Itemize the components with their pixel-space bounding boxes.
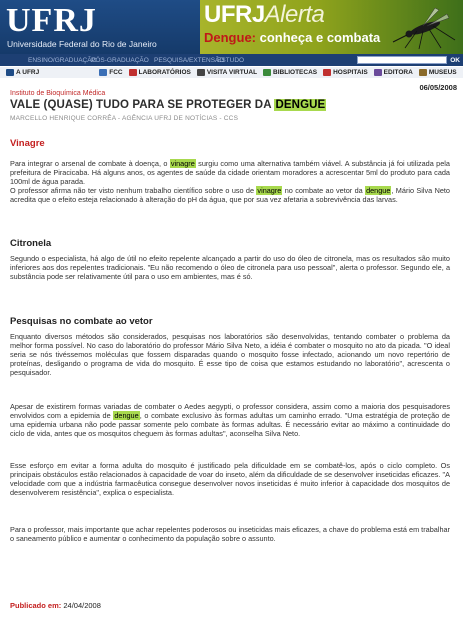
promo-title-alerta: Alerta — [264, 1, 325, 28]
link-laboratorios[interactable] — [129, 69, 191, 76]
ufrj-brand[interactable] — [0, 0, 200, 54]
link-label: LABORATÓRIOS — [138, 69, 191, 76]
link-label: EDITORA — [383, 69, 413, 76]
published-date: 24/04/2008 — [63, 601, 101, 610]
text-run: no combate ao vetor da — [284, 186, 363, 195]
published-label: Publicado em: — [10, 601, 62, 610]
alerta-promo-banner[interactable] — [200, 0, 463, 54]
keyword-highlight: dengue — [114, 411, 139, 420]
camera-icon — [197, 69, 205, 76]
museum-icon — [419, 69, 427, 76]
paragraph-citronela: Segundo o especialista, há algo de útil no efeito repelente alcançado a partir do uso do óleo de citronela, mas os resultados são muito inferiores aos dos repelentes tradicionais. "Eu não recomendo o óleo de citronela para uso pessoal", alerta o professor. Segundo ele, a substância pode ser relativamente útil para o uso em ambientes, mas é só. — [10, 254, 450, 281]
site-banner — [0, 0, 463, 54]
section-title-vinagre: Vinagre — [10, 138, 45, 149]
headline-text: VALE (QUASE) TUDO PARA SE PROTEGER DA — [10, 99, 272, 111]
text-run: Para integrar o arsenal de combate à doença, o — [10, 159, 168, 168]
home-icon — [6, 69, 14, 76]
link-hospitais[interactable] — [323, 69, 368, 76]
keyword-highlight: dengue — [366, 186, 391, 195]
link-label: BIBLIOTECAS — [273, 69, 318, 76]
nav-item-estudo[interactable]: ESTUDO — [217, 56, 245, 64]
search-ok-button[interactable]: OK — [450, 56, 460, 64]
link-editora[interactable] — [374, 69, 413, 76]
published-info — [10, 601, 101, 610]
keyword-highlight: vinagre — [257, 186, 282, 195]
paragraph-formas-adultas — [10, 402, 450, 438]
headline-highlight: DENGUE — [275, 99, 326, 111]
link-label: A UFRJ — [16, 69, 40, 76]
paragraph-pesquisas: Enquanto diversos métodos são considerados, pesquisas nos laboratórios são desenvolvidas, tentando combater o problema da melhor forma possível. No caso do laboratório do professor Mário Silva Neto, a idéia é combater o mosquito no ato da picada. "O ideal seria se nós tivéssemos moléculas que fossem disparadas quando o mosquito fosse infectado, acionando um novo repertório de proteínas, desligando o programa de vida do mosquito. É esse tipo de coisa que estamos estudando no laboratório", acrescenta o pesquisador. — [10, 332, 450, 377]
ufrj-logo[interactable]: UFRJ — [6, 2, 97, 39]
link-a-ufrj[interactable] — [6, 69, 39, 76]
promo-tag-dengue: Dengue: — [204, 30, 256, 45]
nav-item-graduacao[interactable]: ENSINO/GRADUAÇÃO — [28, 56, 97, 64]
text-run: Apesar de existirem formas variadas de combater o Aedes aegypti, o professor considera, assim como a maioria dos pesquisadores envolvidos com a epidemia de — [10, 402, 450, 420]
promo-title — [204, 1, 324, 29]
text-run: surgiu como uma alternativa também viável. A substância já foi utilizada pela prefeitura de Piracicaba. Há alguns anos, os agentes de saúde da cidade orientam moradores a acrescentar 5ml do produto para cada 100ml de água parada. — [10, 159, 450, 186]
main-nav — [0, 54, 463, 66]
article-headline — [10, 99, 450, 111]
section-title-citronela: Citronela — [10, 238, 52, 249]
article-date: 06/05/2008 — [419, 83, 457, 92]
text-run: , o combate exclusivo às formas adultas um caminho errado. "Uma estratégia de proteção de uma epidemia urbana não pode passar somente pelo combate às formas adultas. É necessário evitar ao máximo a continuidade do ciclo de vida, antes que os mosquitos cheguem às formas adultas", aconselha Silva Neto. — [10, 411, 450, 438]
paragraph-vinagre — [10, 159, 450, 204]
link-label: FCC — [109, 69, 123, 76]
university-name: Universidade Federal do Rio de Janeiro — [7, 39, 157, 49]
search-input[interactable] — [357, 56, 447, 64]
promo-title-ufrj: UFRJ — [204, 1, 265, 28]
nav-item-pesquisa[interactable]: PESQUISA/EXTENSÃO — [154, 56, 225, 64]
link-label: VISITA VIRTUAL — [206, 69, 258, 76]
link-bibliotecas[interactable] — [263, 69, 317, 76]
editora-icon — [374, 69, 382, 76]
text-run: O professor afirma não ter visto nenhum trabalho científico sobre o uso de — [10, 186, 255, 195]
link-visita-virtual[interactable] — [197, 69, 257, 76]
books-icon — [263, 69, 271, 76]
mosquito-icon — [387, 4, 457, 50]
link-label: MUSEUS — [428, 69, 457, 76]
hospital-icon — [323, 69, 331, 76]
promo-tag-text: conheça e combata — [259, 30, 381, 45]
paragraph-conclusao: Para o professor, mais importante que achar repelentes poderosos ou inseticidas mais eficazes, a chave do problema está em trabalhar o saneamento público e aumentar o conhecimento da população sobre o assunto. — [10, 525, 450, 543]
article-kicker[interactable]: Instituto de Bioquímica Médica — [10, 90, 106, 97]
link-label: HOSPITAIS — [333, 69, 368, 76]
link-museus[interactable] — [419, 69, 457, 76]
section-title-pesquisas: Pesquisas no combate ao vetor — [10, 316, 153, 327]
quick-links-bar — [0, 67, 463, 78]
fcc-icon — [99, 69, 107, 76]
text-run: , Mário Silva Neto acredita que o efeito esteja relacionado à alteração do pH da água, que por sua vez afetaria a sobrevivência das larvas. — [10, 186, 450, 204]
article-byline: MARCELLO HENRIQUE CORRÊA - AGÊNCIA UFRJ DE NOTÍCIAS - CCS — [10, 115, 239, 122]
link-fcc[interactable] — [99, 69, 122, 76]
flask-icon — [129, 69, 137, 76]
keyword-highlight: vinagre — [170, 159, 195, 168]
paragraph-esforco: Esse esforço em evitar a forma adulta do mosquito é justificado pela dificuldade em se combatê-los, após o ciclo completo. Os principais obstáculos estão relacionados à capacidade de voar do inseto, além da dificuldade de se desenvolver inseticidas eficazes. "A velocidade com que a indústria farmacêutica consegue desenvolver novos inseticidas é muito inferior à capacidade dos mosquitos de desenvolverem resistência", explica o especialista. — [10, 461, 450, 497]
nav-item-pos-graduacao[interactable]: PÓS-GRADUAÇÃO — [91, 56, 149, 64]
promo-tagline — [204, 30, 380, 45]
